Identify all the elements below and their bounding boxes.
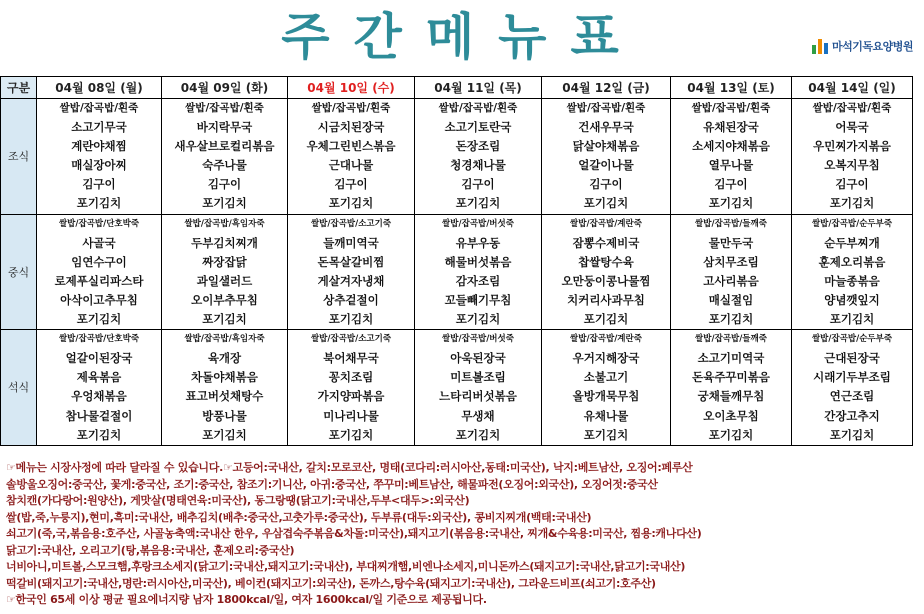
dish-item: 차돌야채볶음: [191, 370, 258, 385]
dish-item: 쌀밥/잡곡밥/흰죽: [59, 102, 139, 114]
dish-item: 포기김치: [829, 196, 875, 211]
dish-item: 쌀밥/잡곡밥/흑임자죽: [184, 334, 265, 345]
dish-item: 소세지야채볶음: [692, 139, 770, 154]
dish-item: 쌀밥/잡곡밥/순두부죽: [811, 218, 893, 229]
dish-item: 해물버섯볶음: [444, 254, 512, 269]
dish-item: 쌀밥/잡곡밥/단호박죽: [58, 334, 140, 345]
dish-item: 김구이: [82, 177, 116, 192]
menu-cell: [792, 330, 913, 446]
dish-item: 소고기토란국: [444, 120, 512, 135]
dish-item: 쌀밥/잡곡밥/소고기죽: [310, 334, 392, 345]
dish-item: 김구이: [334, 177, 368, 192]
dish-item: 짜장잡닭: [202, 254, 247, 269]
menu-cell: [288, 214, 415, 330]
title-bar: [0, 0, 924, 74]
dish-item: 아욱된장국: [450, 351, 506, 366]
dish-item: 삼치무조림: [703, 254, 759, 269]
menu-cell: [542, 99, 671, 215]
dish-item: 쌀밥/잡곡밥/계란죽: [570, 218, 642, 229]
header-corner: 구분: [1, 77, 37, 99]
dish-item: 치커리사과무침: [567, 292, 645, 307]
dish-item: 숙주나물: [202, 158, 247, 173]
page-title: 주간메뉴표: [281, 8, 643, 66]
dish-item: 포기김치: [708, 427, 754, 442]
dish-item: 꽁치조림: [328, 370, 374, 385]
dish-item: 포기김치: [708, 312, 754, 327]
dish-item: 쌀밥/잡곡밥/순두부죽: [811, 334, 893, 345]
menu-cell: [792, 214, 913, 330]
menu-cell: [37, 330, 162, 446]
dish-item: 매실절임: [708, 292, 754, 307]
dish-item: 순두부찌개: [824, 235, 880, 250]
dish-item: 계란야채찜: [71, 139, 127, 154]
dish-item: 포기김치: [455, 427, 501, 442]
menu-cell: [542, 330, 671, 446]
dish-item: 오이초무침: [703, 408, 759, 423]
dish-item: 돈목살갈비찜: [317, 254, 385, 269]
note-line: 솔방울오징어:중국산, 꽃게:중국산, 조기:중국산, 참조기:기니산, 아귀:중국산, 쭈꾸미:베트남산, 해물파전(오징어:외국산), 오징어젓:중국산: [6, 477, 658, 491]
menu-cell: [415, 330, 542, 446]
dish-item: 포기김치: [583, 312, 629, 327]
dish-item: 포기김치: [455, 312, 501, 327]
note-line: 쌀(밥,죽,누룽지),현미,흑미:국내산, 배추김치(배추:중국산,고춧가루:중국산), 두부류(대두:외국산), 콩비지찌개(백태:국내산): [6, 510, 592, 524]
dish-item: 포기김치: [202, 312, 247, 327]
dish-item: 돈육주꾸미볶음: [692, 370, 770, 385]
dish-item: 방풍나물: [202, 408, 247, 423]
note-line: 쇠고기(죽,국,볶음용:호주산, 사골농축액:국내산 한우, 우삼겹숙주볶음&차돌:미국산),돼지고기(볶음용:국내산, 찌개&수육용:미국산, 찜용:캐나다산): [6, 527, 702, 540]
dish-item: 포기김치: [708, 196, 754, 211]
dish-item: 우민찌가지볶음: [813, 139, 891, 154]
dish-item: 어묵국: [835, 120, 869, 135]
dish-item: 게살겨자냉채: [317, 273, 385, 288]
meal-label: 조식: [1, 99, 37, 215]
dish-item: 간장고추지: [824, 408, 880, 423]
dish-item: 포기김치: [202, 427, 247, 442]
dish-item: 유채된장국: [703, 120, 759, 135]
dish-item: 무생채: [461, 408, 495, 423]
dish-item: 임연수구이: [71, 254, 127, 269]
dish-item: 북어채무국: [323, 351, 379, 366]
header-row: [1, 77, 913, 99]
menu-cell: [542, 214, 671, 330]
dish-item: 소고기미역국: [697, 351, 765, 366]
dish-item: 느타리버섯볶음: [439, 389, 517, 404]
day-header: 04월 13일 (토): [671, 77, 792, 99]
dish-item: 얼갈이된장국: [65, 351, 133, 366]
menu-cell: [162, 330, 288, 446]
menu-table: [0, 76, 913, 446]
logo-text: 마석기독요양병원: [832, 40, 914, 53]
note-line: 떡갈비(돼지고기:국내산,명란:러시아산,미국산), 베이컨(돼지고기:외국산), 돈까스,탕수육(돼지고기:국내산), 그라운드비프(쇠고기:호주산): [6, 576, 656, 590]
dish-item: 매실장아찌: [71, 158, 127, 173]
dish-item: 포기김치: [76, 196, 122, 211]
dish-item: 우엉채볶음: [71, 389, 127, 404]
meal-row: [1, 330, 913, 446]
dish-item: 양념깻잎지: [824, 292, 880, 307]
dish-item: 쌀밥/잡곡밥/단호박죽: [58, 218, 140, 229]
menu-cell: [792, 99, 913, 215]
dish-item: 포기김치: [328, 196, 374, 211]
menu-cell: [162, 214, 288, 330]
dish-item: 건새우무국: [578, 120, 634, 135]
dish-item: 포기김치: [455, 196, 501, 211]
note-line: ☞한국인 65세 이상 평균 필요에너지량 남자 1800kcal/일, 여자 1600kcal/일 기준으로 제공됩니다.: [6, 593, 487, 606]
dish-item: 고사리볶음: [703, 273, 759, 288]
dish-item: 소불고기: [583, 370, 629, 385]
dish-item: 미트볼조림: [450, 370, 506, 385]
dish-item: 과일샐러드: [196, 273, 253, 288]
dish-item: 청경채나물: [450, 158, 506, 173]
day-header: 04월 14일 (일): [792, 77, 913, 99]
dish-item: 김구이: [835, 177, 869, 192]
menu-cell: [671, 99, 792, 215]
meal-row: [1, 99, 913, 215]
dish-item: 김구이: [714, 177, 748, 192]
dish-item: 열무나물: [708, 158, 754, 173]
dish-item: 훈제오리볶음: [818, 254, 886, 269]
dish-item: 쌀밥/잡곡밥/흰죽: [812, 102, 892, 114]
dish-item: 얼갈이나물: [578, 158, 634, 173]
dish-item: 쌀밥/잡곡밥/들깨죽: [695, 334, 767, 345]
dish-item: 쌀밥/잡곡밥/흰죽: [311, 102, 391, 114]
dish-item: 상추겉절이: [323, 292, 379, 307]
dish-item: 두부김치찌개: [191, 235, 258, 250]
dish-item: 마늘종볶음: [824, 273, 880, 288]
day-header: 04월 12일 (금): [542, 77, 671, 99]
dish-item: 쌀밥/잡곡밥/흰죽: [185, 102, 264, 114]
menu-cell: [288, 99, 415, 215]
dish-item: 쌀밥/잡곡밥/흰죽: [566, 102, 646, 114]
dish-item: 참나물겉절이: [65, 408, 133, 423]
menu-cell: [37, 214, 162, 330]
dish-item: 김구이: [461, 177, 495, 192]
note-line: 너비아니,미트볼,스모크햄,후랑크소세지(닭고기:국내산,돼지고기:국내산), 부대찌개햄,비엔나소세지,미니돈까스(돼지고기:국내산,닭고기:국내산): [6, 560, 686, 573]
day-header: 04월 09일 (화): [162, 77, 288, 99]
dish-item: 돈장조림: [455, 139, 501, 154]
logo-mark-icon: [812, 38, 830, 54]
notes-section: [6, 460, 918, 609]
dish-item: 포기김치: [328, 312, 374, 327]
dish-item: 로제푸실리파스타: [54, 273, 144, 288]
meal-row: [1, 214, 913, 330]
dish-item: 육개장: [207, 351, 242, 366]
dish-item: 쌀밥/잡곡밥/흰죽: [691, 102, 771, 114]
menu-cell: [37, 99, 162, 215]
dish-item: 우체그린빈스볶음: [306, 139, 396, 154]
menu-cell: [415, 214, 542, 330]
dish-item: 포기김치: [583, 427, 629, 442]
dish-item: 오이부추무침: [191, 292, 258, 307]
dish-item: 궁채들깨무침: [697, 389, 765, 404]
dish-item: 김구이: [589, 177, 623, 192]
dish-item: 닭살야채볶음: [572, 139, 640, 154]
dish-item: 물만두국: [708, 235, 754, 250]
dish-item: 찹쌀탕수육: [578, 254, 634, 269]
day-header: 04월 08일 (월): [37, 77, 162, 99]
dish-item: 소고기무국: [71, 120, 127, 135]
dish-item: 오만둥이콩나물찜: [561, 273, 651, 288]
dish-item: 시금치된장국: [317, 120, 385, 135]
meal-label: 중식: [1, 214, 37, 330]
dish-item: 제육볶음: [76, 370, 122, 385]
dish-item: 포기김치: [76, 312, 122, 327]
dish-item: 포기김치: [76, 427, 122, 442]
dish-item: 김구이: [207, 177, 242, 192]
dish-item: 근대나물: [328, 158, 374, 173]
dish-item: 쌀밥/잡곡밥/버섯죽: [442, 218, 514, 229]
dish-item: 사골국: [82, 235, 116, 250]
dish-item: 들깨미역국: [323, 235, 379, 250]
dish-item: 미나리나물: [323, 408, 379, 423]
day-header-today: 04월 10일 (수): [288, 77, 415, 99]
dish-item: 올방개묵무침: [572, 389, 640, 404]
dish-item: 새우살브로컬리볶음: [174, 139, 275, 154]
dish-item: 오복지무침: [824, 158, 880, 173]
meal-label: 석식: [1, 330, 37, 446]
dish-item: 포기김치: [829, 312, 875, 327]
dish-item: 연근조림: [829, 389, 875, 404]
dish-item: 포기김치: [328, 427, 374, 442]
menu-cell: [415, 99, 542, 215]
dish-item: 유부우동: [455, 235, 501, 250]
note-line: ☞메뉴는 시장사정에 따라 달라질 수 있습니다.☞고등어:국내산, 갈치:모로코산, 명태(코다리:러시아산,동태:미국산), 낙지:베트남산, 오징어:페루산: [6, 461, 693, 474]
menu-cell: [162, 99, 288, 215]
dish-item: 쌀밥/잡곡밥/흰죽: [438, 102, 518, 114]
note-line: 닭고기:국내산, 오리고기(탕,볶음용:국내산, 훈제오리:중국산): [6, 543, 295, 557]
dish-item: 포기김치: [583, 196, 629, 211]
dish-item: 바지락무국: [196, 120, 253, 135]
day-header: 04월 11일 (목): [415, 77, 542, 99]
menu-cell: [671, 330, 792, 446]
hospital-logo: [812, 38, 913, 54]
dish-item: 꼬들빼기무침: [444, 292, 512, 307]
dish-item: 쌀밥/잡곡밥/버섯죽: [442, 334, 514, 345]
dish-item: 감자조림: [455, 273, 501, 288]
dish-item: 유채나물: [583, 408, 629, 423]
dish-item: 표고버섯채탕수: [185, 389, 264, 404]
menu-cell: [671, 214, 792, 330]
note-line: 참치캔(가다랑어:원양산), 게맛살(명태연육:미국산), 동그랑땡(닭고기:국내산,두부<대두>:외국산): [6, 494, 470, 507]
dish-item: 아삭이고추무침: [60, 292, 138, 307]
dish-item: 포기김치: [202, 196, 247, 211]
dish-item: 잠뽕수제비국: [572, 235, 640, 250]
dish-item: 포기김치: [829, 427, 875, 442]
dish-item: 가지양파볶음: [317, 389, 385, 404]
dish-item: 근대된장국: [824, 351, 880, 366]
dish-item: 쌀밥/잡곡밥/흑임자죽: [184, 218, 265, 229]
dish-item: 쌀밥/잡곡밥/계란죽: [570, 334, 642, 345]
dish-item: 쌀밥/잡곡밥/소고기죽: [310, 218, 392, 229]
dish-item: 우거지해장국: [572, 351, 640, 366]
dish-item: 쌀밥/잡곡밥/들깨죽: [695, 218, 767, 229]
dish-item: 시래기두부조림: [813, 370, 891, 385]
menu-cell: [288, 330, 415, 446]
